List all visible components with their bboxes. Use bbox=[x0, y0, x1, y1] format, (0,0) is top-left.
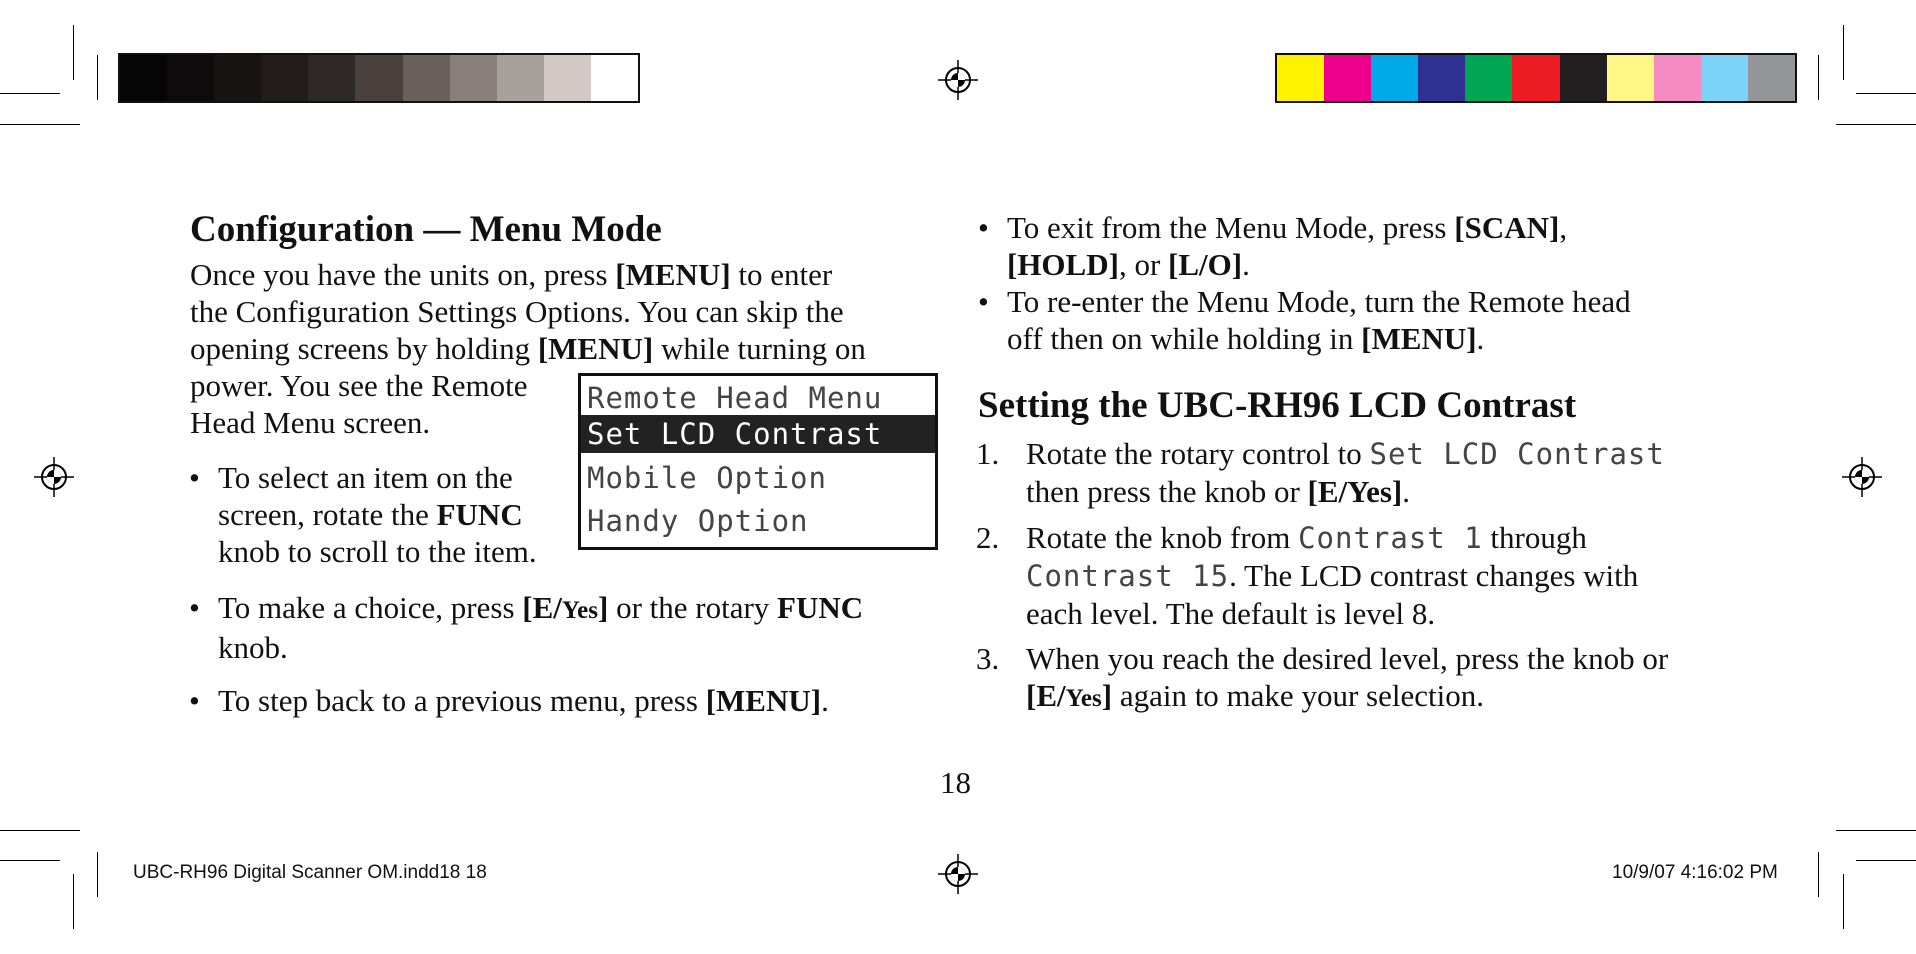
registration-mark-icon bbox=[34, 457, 74, 497]
text: ] bbox=[598, 590, 609, 625]
text: . The LCD contrast changes with bbox=[1229, 558, 1639, 593]
bullet-select-item bbox=[189, 459, 537, 570]
crop-mark bbox=[1843, 874, 1844, 929]
text: To step back to a previous menu, press bbox=[218, 683, 706, 718]
bullet-make-choice bbox=[189, 589, 864, 666]
color-swatch bbox=[1277, 55, 1324, 101]
text: off then on while holding in bbox=[1007, 321, 1362, 356]
text: . bbox=[1402, 474, 1410, 509]
gray-swatch bbox=[120, 55, 167, 101]
bullet-line bbox=[1007, 209, 1567, 246]
gray-swatch bbox=[308, 55, 355, 101]
text: Yes bbox=[1065, 685, 1102, 712]
crop-mark bbox=[0, 830, 80, 831]
step-3 bbox=[976, 640, 1669, 717]
bullet-dot: • bbox=[189, 590, 200, 625]
crop-mark bbox=[1836, 830, 1916, 831]
crop-mark bbox=[73, 25, 74, 80]
text: or the rotary bbox=[608, 590, 778, 625]
page-number: 18 bbox=[940, 765, 971, 800]
bullet-line: knob to scroll to the item. bbox=[218, 534, 537, 569]
e-yes-key bbox=[522, 590, 608, 625]
color-swatch bbox=[1607, 55, 1654, 101]
intro-line bbox=[190, 256, 866, 293]
bullet-reenter-menu bbox=[978, 283, 1631, 357]
section-heading-menu-mode: Configuration — Menu Mode bbox=[190, 209, 662, 250]
scan-key: [SCAN] bbox=[1454, 210, 1560, 245]
gray-swatch bbox=[167, 55, 214, 101]
crop-mark bbox=[1818, 55, 1819, 100]
crop-mark bbox=[97, 852, 98, 897]
grayscale-bar bbox=[118, 53, 640, 103]
text: then press the knob or bbox=[1026, 474, 1308, 509]
lcd-row-selected: Set LCD Contrast bbox=[581, 415, 935, 453]
color-swatch bbox=[1748, 55, 1795, 101]
text: , or bbox=[1118, 247, 1169, 282]
color-swatch bbox=[1465, 55, 1512, 101]
registration-mark-icon bbox=[938, 854, 978, 894]
bullet-dot: • bbox=[189, 683, 200, 718]
func-key: FUNC bbox=[777, 590, 864, 625]
intro-line bbox=[190, 330, 866, 367]
menu-key: [MENU] bbox=[615, 257, 731, 292]
crop-mark bbox=[0, 124, 80, 125]
crop-mark bbox=[1856, 860, 1916, 861]
bullet-line: To select an item on the bbox=[218, 460, 513, 495]
text: . bbox=[1242, 247, 1250, 282]
text: , bbox=[1559, 210, 1568, 245]
process-color-bar bbox=[1275, 53, 1797, 103]
e-yes-key: [E/Yes] bbox=[1307, 474, 1403, 509]
menu-key: [MENU] bbox=[705, 683, 822, 718]
gray-swatch bbox=[214, 55, 261, 101]
bullet-exit-menu bbox=[978, 209, 1568, 283]
step-line: When you reach the desired level, press the knob or bbox=[1026, 641, 1669, 676]
text: again to make your selection. bbox=[1112, 678, 1484, 713]
step-line bbox=[1026, 435, 1665, 473]
color-swatch bbox=[1324, 55, 1371, 101]
text: Rotate the rotary control to bbox=[1026, 436, 1370, 471]
registration-mark-icon bbox=[938, 60, 978, 100]
bullet-line bbox=[218, 682, 829, 719]
text: . bbox=[1476, 321, 1485, 356]
crop-mark bbox=[1843, 25, 1844, 80]
bullet-line bbox=[218, 589, 863, 629]
text: opening screens by holding bbox=[190, 331, 538, 366]
func-key: FUNC bbox=[436, 497, 523, 532]
color-swatch bbox=[1701, 55, 1748, 101]
text: while turning on bbox=[653, 331, 866, 366]
intro-line: Head Menu screen. bbox=[190, 405, 431, 440]
lcd-screen bbox=[578, 373, 938, 550]
text: Yes bbox=[561, 597, 598, 624]
text: Once you have the units on, press bbox=[190, 257, 616, 292]
crop-mark bbox=[0, 860, 60, 861]
lcd-row: Remote Head Menu bbox=[587, 381, 883, 415]
step-line bbox=[1026, 519, 1638, 557]
step-line bbox=[1026, 677, 1668, 717]
gray-swatch bbox=[403, 55, 450, 101]
intro-line: power. You see the Remote bbox=[190, 368, 528, 403]
text: To exit from the Menu Mode, press bbox=[1007, 210, 1455, 245]
bullet-step-back bbox=[189, 682, 829, 719]
crop-mark bbox=[1818, 852, 1819, 897]
text: through bbox=[1482, 520, 1587, 555]
step-number: 3. bbox=[976, 641, 1000, 676]
section-heading-lcd-contrast: Setting the UBC-RH96 LCD Contrast bbox=[978, 385, 1577, 426]
step-line bbox=[1026, 473, 1665, 510]
lcd-text: Contrast 1 bbox=[1298, 521, 1483, 555]
lcd-row: Mobile Option bbox=[587, 461, 827, 495]
bullet-line bbox=[218, 496, 537, 533]
bullet-line: To re-enter the Menu Mode, turn the Remote head bbox=[1007, 284, 1631, 319]
step-number: 2. bbox=[976, 520, 1000, 555]
lo-key: [L/O] bbox=[1168, 247, 1243, 282]
lcd-row: Handy Option bbox=[587, 504, 809, 538]
gray-swatch bbox=[355, 55, 402, 101]
crop-mark bbox=[1836, 124, 1916, 125]
text: . bbox=[821, 683, 829, 718]
crop-mark bbox=[1856, 93, 1916, 94]
crop-mark bbox=[0, 93, 60, 94]
menu-key: [MENU] bbox=[1361, 321, 1477, 356]
step-number: 1. bbox=[976, 436, 1000, 471]
bullet-dot: • bbox=[189, 460, 200, 495]
menu-key: [MENU] bbox=[537, 331, 654, 366]
color-swatch bbox=[1512, 55, 1559, 101]
gray-swatch bbox=[497, 55, 544, 101]
color-swatch bbox=[1418, 55, 1465, 101]
color-swatch bbox=[1371, 55, 1418, 101]
text: [E/ bbox=[522, 590, 562, 625]
color-swatch bbox=[1654, 55, 1701, 101]
gray-swatch bbox=[544, 55, 591, 101]
bullet-line bbox=[1007, 320, 1631, 357]
step-line bbox=[1026, 557, 1638, 595]
lcd-text: Contrast 15 bbox=[1026, 559, 1230, 593]
text: ] bbox=[1101, 678, 1113, 713]
intro-line: the Configuration Settings Options. You can skip the bbox=[190, 294, 844, 329]
hold-key: [HOLD] bbox=[1007, 247, 1119, 282]
bullet-dot: • bbox=[978, 284, 989, 319]
text: To make a choice, press bbox=[218, 590, 523, 625]
lcd-text: Set LCD Contrast bbox=[1369, 437, 1665, 471]
slug-timestamp: 10/9/07 4:16:02 PM bbox=[1612, 862, 1778, 883]
slug-filename: UBC-RH96 Digital Scanner OM.indd18 18 bbox=[133, 862, 487, 883]
step-line: each level. The default is level 8. bbox=[1026, 596, 1436, 631]
step-1 bbox=[976, 435, 1665, 510]
text: screen, rotate the bbox=[218, 497, 437, 532]
text: [E/ bbox=[1026, 678, 1066, 713]
crop-mark bbox=[97, 55, 98, 100]
bullet-line: knob. bbox=[218, 630, 288, 665]
gray-swatch bbox=[591, 55, 638, 101]
e-yes-key bbox=[1026, 678, 1112, 713]
color-swatch bbox=[1560, 55, 1607, 101]
bullet-line bbox=[1007, 246, 1567, 283]
gray-swatch bbox=[261, 55, 308, 101]
bullet-dot: • bbox=[978, 210, 989, 245]
crop-mark bbox=[73, 874, 74, 929]
registration-mark-icon bbox=[1842, 457, 1882, 497]
gray-swatch bbox=[450, 55, 497, 101]
text: to enter bbox=[730, 257, 833, 292]
step-2 bbox=[976, 519, 1639, 632]
text: Rotate the knob from bbox=[1026, 520, 1299, 555]
